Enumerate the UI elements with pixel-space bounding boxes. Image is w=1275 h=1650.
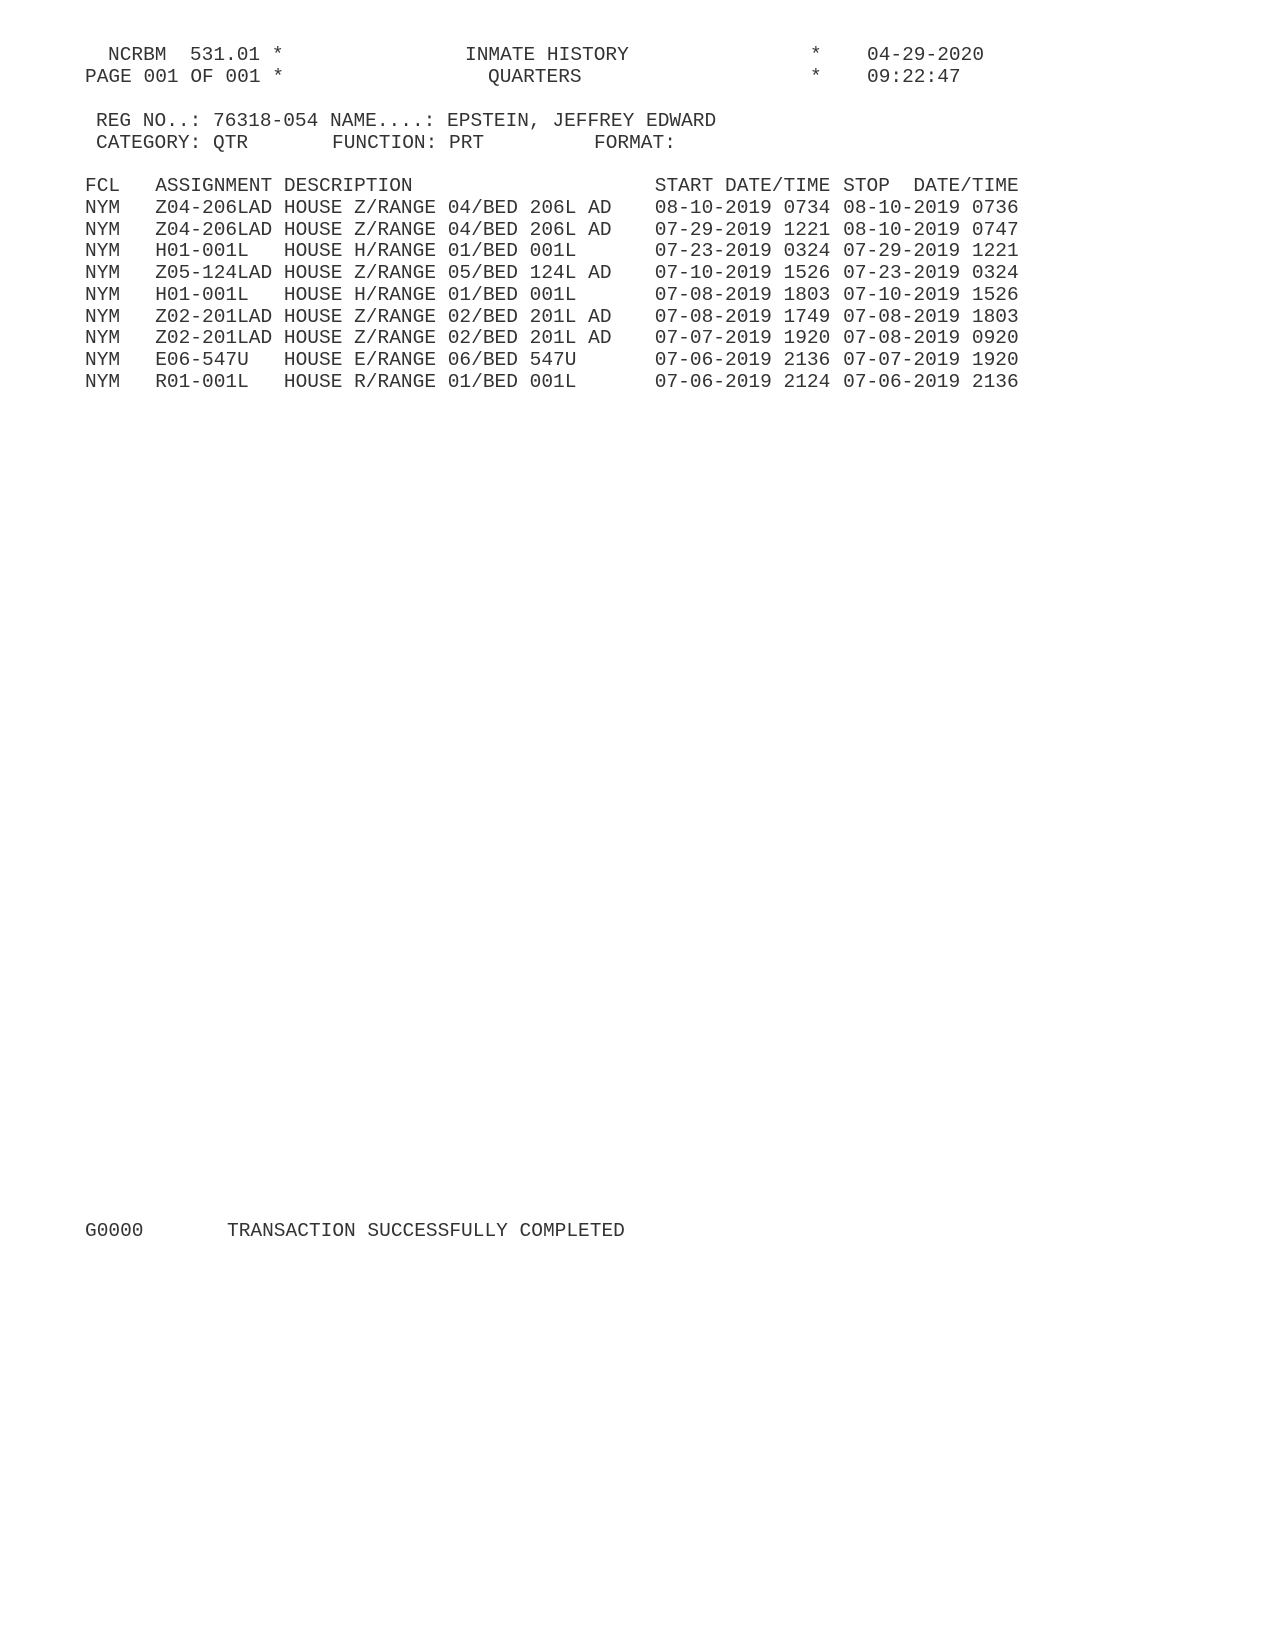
category-field: CATEGORY: QTR <box>96 132 249 154</box>
cell-stop-datetime: 07-10-2019 1526 <box>843 283 1019 306</box>
cell-description: HOUSE Z/RANGE 04/BED 206L AD <box>283 218 612 241</box>
table-row <box>85 219 1085 241</box>
cell-assignment: Z02-201LAD <box>155 305 273 328</box>
status-code: G0000 <box>85 1220 144 1242</box>
column-header-start: START DATE/TIME <box>654 175 831 197</box>
cell-fcl: NYM <box>85 262 121 285</box>
cell-assignment: Z02-201LAD <box>155 327 273 350</box>
cell-assignment: Z05-124LAD <box>155 262 273 285</box>
cell-fcl: NYM <box>85 240 121 263</box>
cell-start-datetime: 08-10-2019 0734 <box>654 197 831 219</box>
registration-line: REG NO..: 76318-054 NAME....: EPSTEIN, JEFFREY EDWARD <box>96 110 717 132</box>
cell-stop-datetime: 08-10-2019 0736 <box>843 197 1019 219</box>
cell-start-datetime: 07-23-2019 0324 <box>654 240 831 263</box>
cell-start-datetime: 07-06-2019 2136 <box>654 348 831 371</box>
cell-start-datetime: 07-10-2019 1526 <box>654 262 831 285</box>
cell-description: HOUSE R/RANGE 01/BED 001L <box>283 370 577 393</box>
table-row <box>85 349 1085 371</box>
table-row <box>85 240 1085 262</box>
table-row <box>85 371 1085 393</box>
cell-stop-datetime: 07-23-2019 0324 <box>843 262 1019 285</box>
cell-fcl: NYM <box>85 283 121 306</box>
table-row <box>85 327 1085 349</box>
table-row <box>85 197 1085 219</box>
cell-assignment: Z04-206LAD <box>155 218 273 241</box>
cell-stop-datetime: 07-29-2019 1221 <box>843 240 1019 263</box>
cell-fcl: NYM <box>85 348 121 371</box>
cell-start-datetime: 07-08-2019 1803 <box>654 283 831 306</box>
cell-stop-datetime: 07-08-2019 1803 <box>843 305 1019 328</box>
cell-assignment: R01-001L <box>155 370 249 393</box>
table-header <box>85 175 1085 197</box>
cell-stop-datetime: 08-10-2019 0747 <box>843 218 1019 241</box>
cell-description: HOUSE H/RANGE 01/BED 001L <box>283 240 577 263</box>
system-id: NCRBM 531.01 * <box>108 44 284 66</box>
cell-description: HOUSE Z/RANGE 02/BED 201L AD <box>283 327 612 350</box>
cell-description: HOUSE Z/RANGE 05/BED 124L AD <box>283 262 612 285</box>
cell-assignment: H01-001L <box>155 283 249 306</box>
page-title: INMATE HISTORY <box>465 44 629 66</box>
table-row <box>85 306 1085 328</box>
cell-start-datetime: 07-07-2019 1920 <box>654 327 831 350</box>
column-header-description: DESCRIPTION <box>283 175 413 197</box>
cell-start-datetime: 07-29-2019 1221 <box>654 218 831 241</box>
header-star: * <box>810 66 822 88</box>
cell-fcl: NYM <box>85 327 121 350</box>
cell-assignment: E06-547U <box>155 348 249 371</box>
page-indicator: PAGE 001 OF 001 * <box>85 66 284 88</box>
cell-assignment: H01-001L <box>155 240 249 263</box>
header-star: * <box>810 44 822 66</box>
cell-description: HOUSE H/RANGE 01/BED 001L <box>283 283 577 306</box>
cell-stop-datetime: 07-06-2019 2136 <box>843 370 1019 393</box>
cell-description: HOUSE Z/RANGE 04/BED 206L AD <box>283 197 612 219</box>
page-subtitle: QUARTERS <box>488 66 582 88</box>
status-message: TRANSACTION SUCCESSFULLY COMPLETED <box>227 1220 625 1242</box>
format-field: FORMAT: <box>594 132 676 154</box>
report-date: 04-29-2020 <box>867 44 985 66</box>
cell-assignment: Z04-206LAD <box>155 197 273 219</box>
column-header-fcl: FCL <box>85 175 121 197</box>
cell-description: HOUSE Z/RANGE 02/BED 201L AD <box>283 305 612 328</box>
cell-description: HOUSE E/RANGE 06/BED 547U <box>283 348 577 371</box>
column-header-stop: STOP DATE/TIME <box>843 175 1019 197</box>
table-row <box>85 262 1085 284</box>
table-row <box>85 284 1085 306</box>
cell-start-datetime: 07-06-2019 2124 <box>654 370 831 393</box>
function-field: FUNCTION: PRT <box>332 132 485 154</box>
cell-start-datetime: 07-08-2019 1749 <box>654 305 831 328</box>
cell-fcl: NYM <box>85 197 121 219</box>
column-header-assignment: ASSIGNMENT <box>155 175 273 197</box>
cell-stop-datetime: 07-08-2019 0920 <box>843 327 1019 350</box>
report-time: 09:22:47 <box>867 66 961 88</box>
cell-fcl: NYM <box>85 370 121 393</box>
cell-stop-datetime: 07-07-2019 1920 <box>843 348 1019 371</box>
cell-fcl: NYM <box>85 305 121 328</box>
cell-fcl: NYM <box>85 218 121 241</box>
